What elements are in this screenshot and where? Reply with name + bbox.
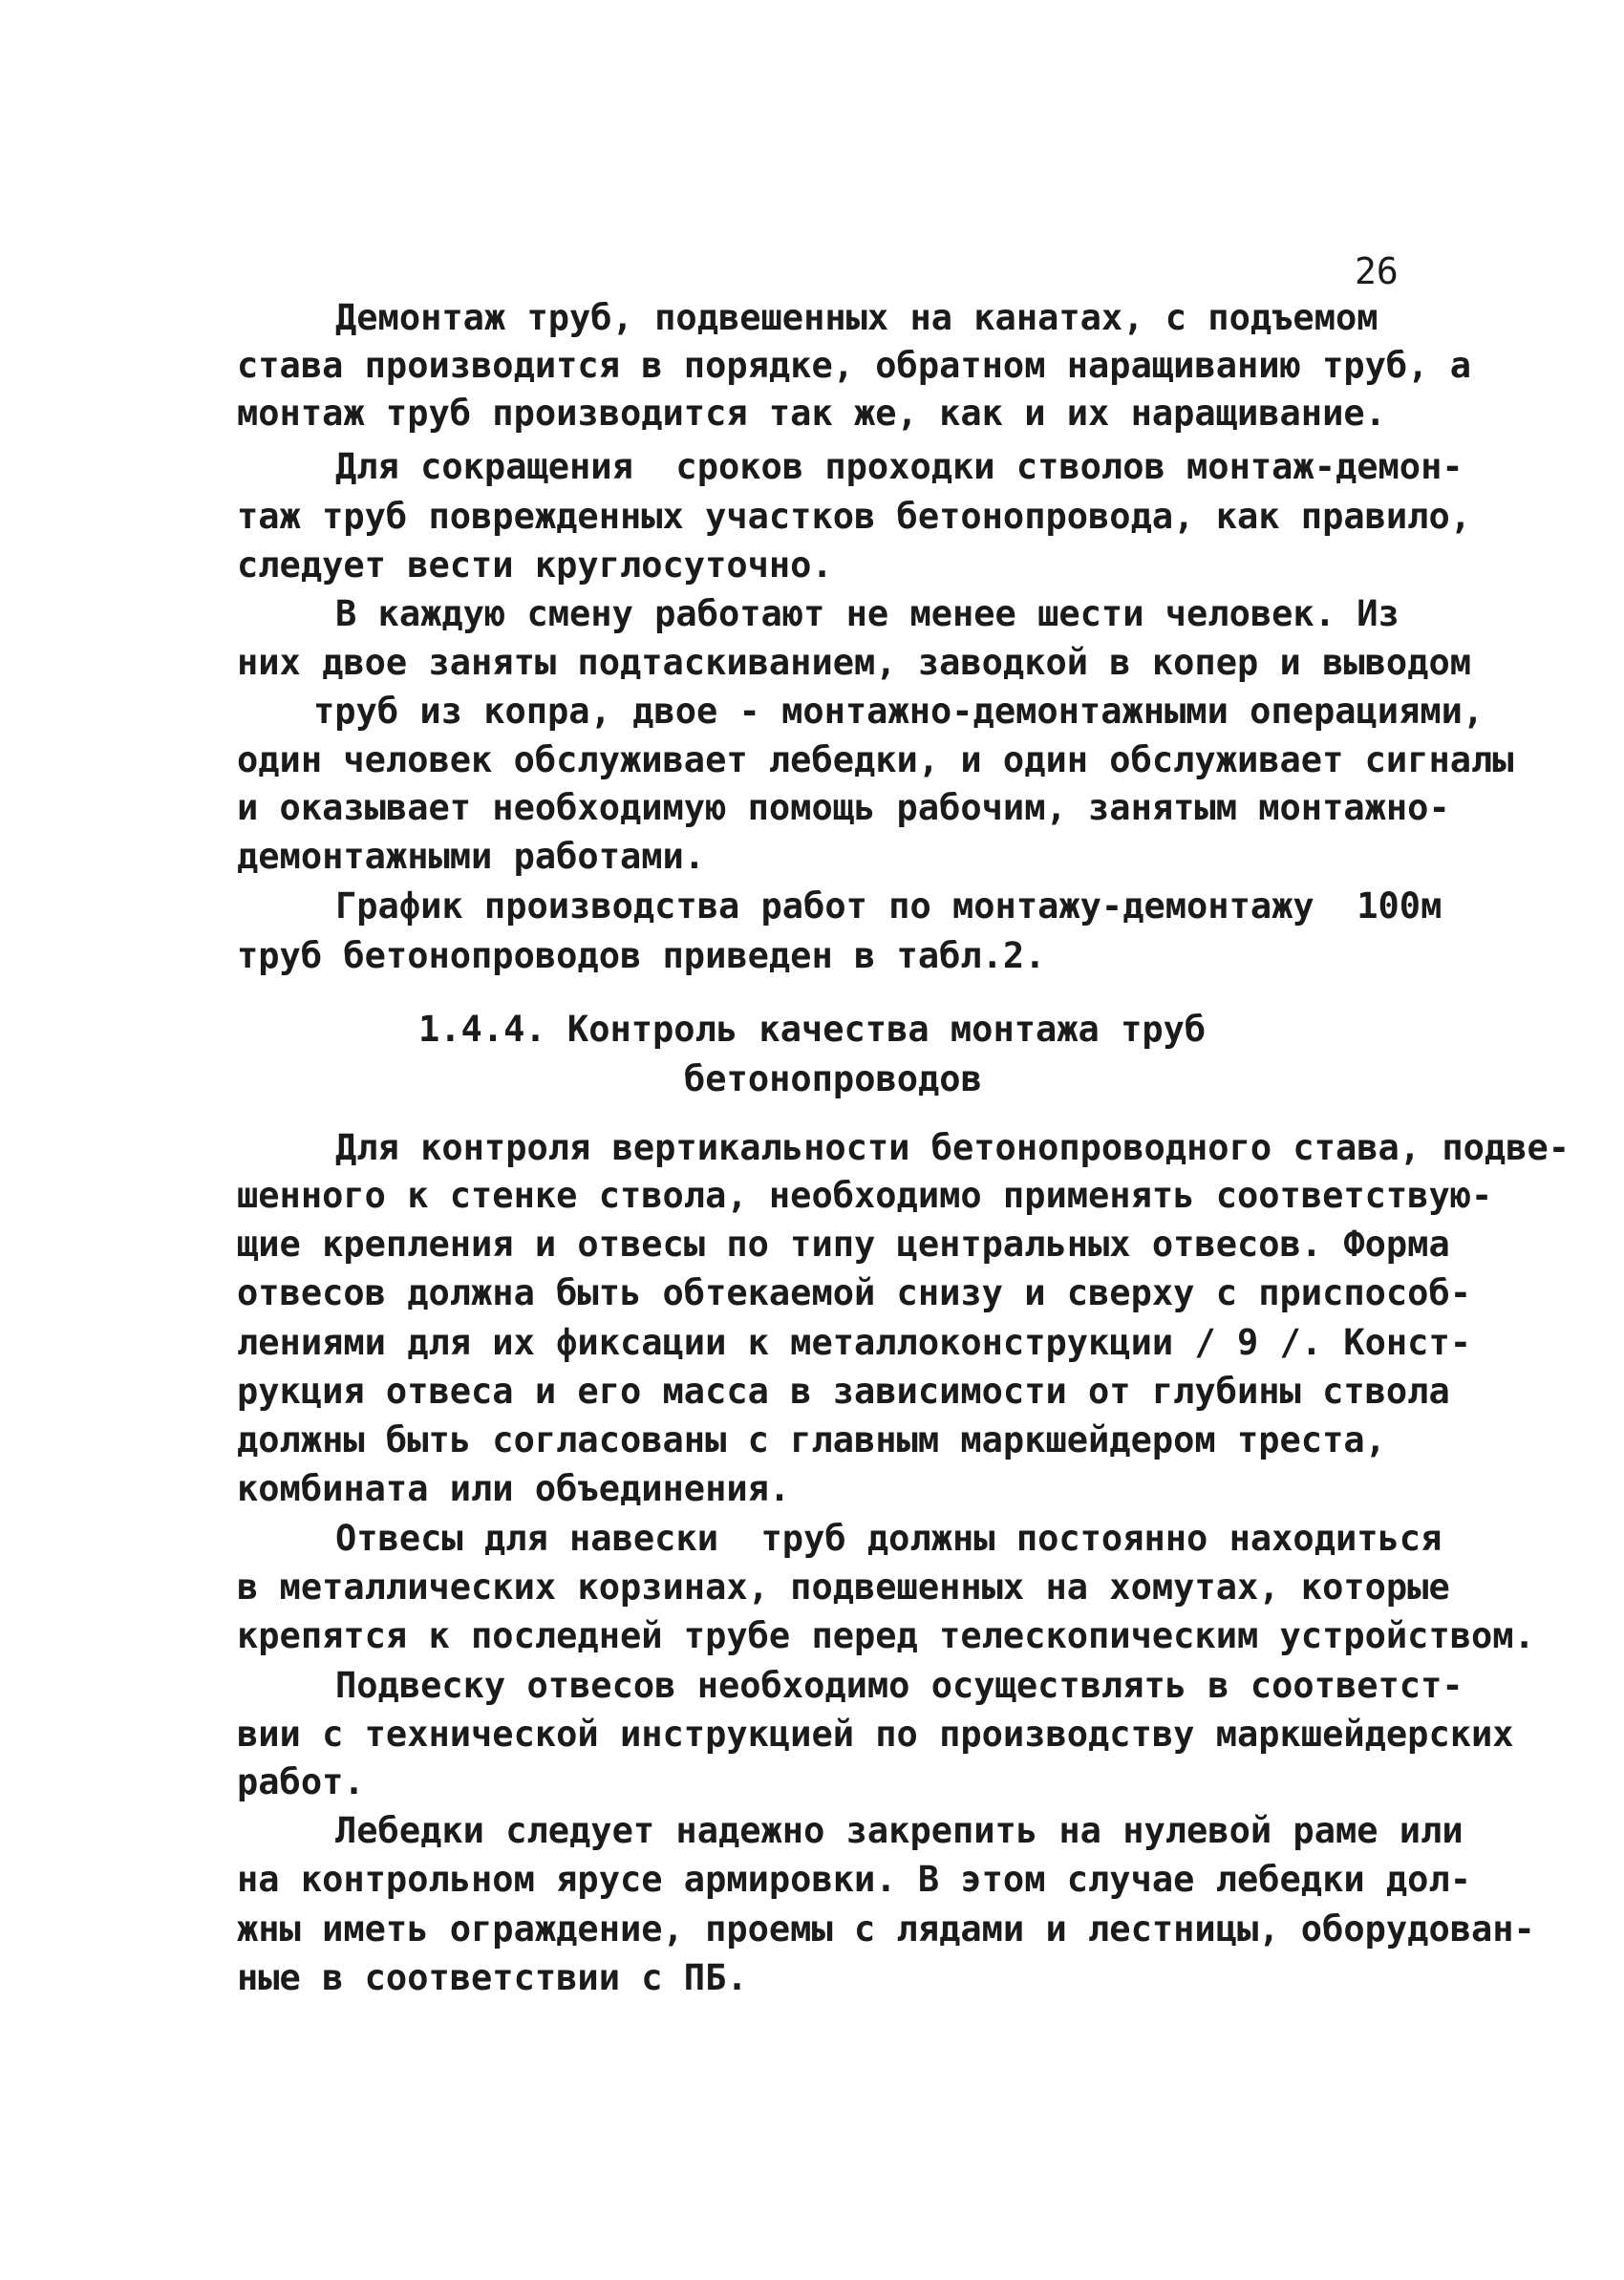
heading-line: бетонопроводов <box>684 1058 982 1099</box>
text-line: График производства работ по монтажу-демонтажу 100м <box>335 885 1442 927</box>
text-line: Демонтаж труб, подвешенных на канатах, с подъемом <box>335 297 1378 338</box>
heading-line: 1.4.4. Контроль качества монтажа труб <box>418 1009 1207 1050</box>
text-line: и оказывает необходимую помощь рабочим, занятым монтажно- <box>237 787 1450 828</box>
text-line: Отвесы для навески труб должны постоянно находиться <box>335 1518 1442 1559</box>
text-line: следует вести круглосуточно. <box>237 544 833 586</box>
text-line: них двое заняты подтаскиванием, заводкой в копер и выводом <box>237 642 1472 683</box>
text-line: должны быть согласованы с главным маркшейдером треста, <box>237 1419 1386 1460</box>
text-line: Для сокращения сроков проходки стволов монтаж-демон- <box>335 446 1464 487</box>
page-number: 26 <box>1355 250 1399 292</box>
text-line: на контрольном ярусе армировки. В этом случае лебедки дол- <box>237 1859 1472 1900</box>
text-line: труб бетонопроводов приведен в табл.2. <box>237 935 1046 976</box>
text-line: лениями для их фиксации к металлоконструкции / 9 /. Конст- <box>237 1322 1472 1363</box>
text-line: рукция отвеса и его масса в зависимости от глубины ствола <box>237 1371 1450 1412</box>
text-line: щие крепления и отвесы по типу центральных отвесов. Форма <box>237 1224 1450 1265</box>
text-line: Для контроля вертикальности бетонопроводного става, подве- <box>335 1127 1571 1168</box>
text-line: демонтажными работами. <box>237 836 706 877</box>
text-line: таж труб поврежденных участков бетонопровода, как правило, <box>237 496 1472 537</box>
text-line: ные в соответствии с ПБ. <box>237 1957 748 1998</box>
text-line: отвесов должна быть обтекаемой снизу и сверху с приспособ- <box>237 1272 1472 1313</box>
text-line: Лебедки следует надежно закрепить на нулевой раме или <box>335 1810 1464 1851</box>
text-line: става производится в порядке, обратном наращиванию труб, а <box>237 345 1472 386</box>
text-line: крепятся к последней трубе перед телескопическим устройством. <box>237 1615 1535 1656</box>
text-line: жны иметь ограждение, проемы с лядами и лестницы, оборудован- <box>237 1908 1535 1950</box>
text-line: один человек обслуживает лебедки, и один обслуживает сигналы <box>237 739 1514 780</box>
text-line: труб из копра, двое - монтажно-демонтажными операциями, <box>313 691 1485 732</box>
text-line: в металлических корзинах, подвешенных на хомутах, которые <box>237 1566 1450 1608</box>
text-line: вии с технической инструкцией по производству маркшейдерских <box>237 1714 1514 1755</box>
text-line: комбината или объединения. <box>237 1468 791 1509</box>
text-line: работ. <box>237 1761 365 1802</box>
text-line: шенного к стенке ствола, необходимо применять соответствую- <box>237 1175 1493 1216</box>
text-line: В каждую смену работают не менее шести человек. Из <box>335 593 1400 634</box>
text-line: Подвеску отвесов необходимо осуществлять в соответст- <box>335 1665 1464 1706</box>
text-line: монтаж труб производится так же, как и их наращивание. <box>237 393 1386 434</box>
